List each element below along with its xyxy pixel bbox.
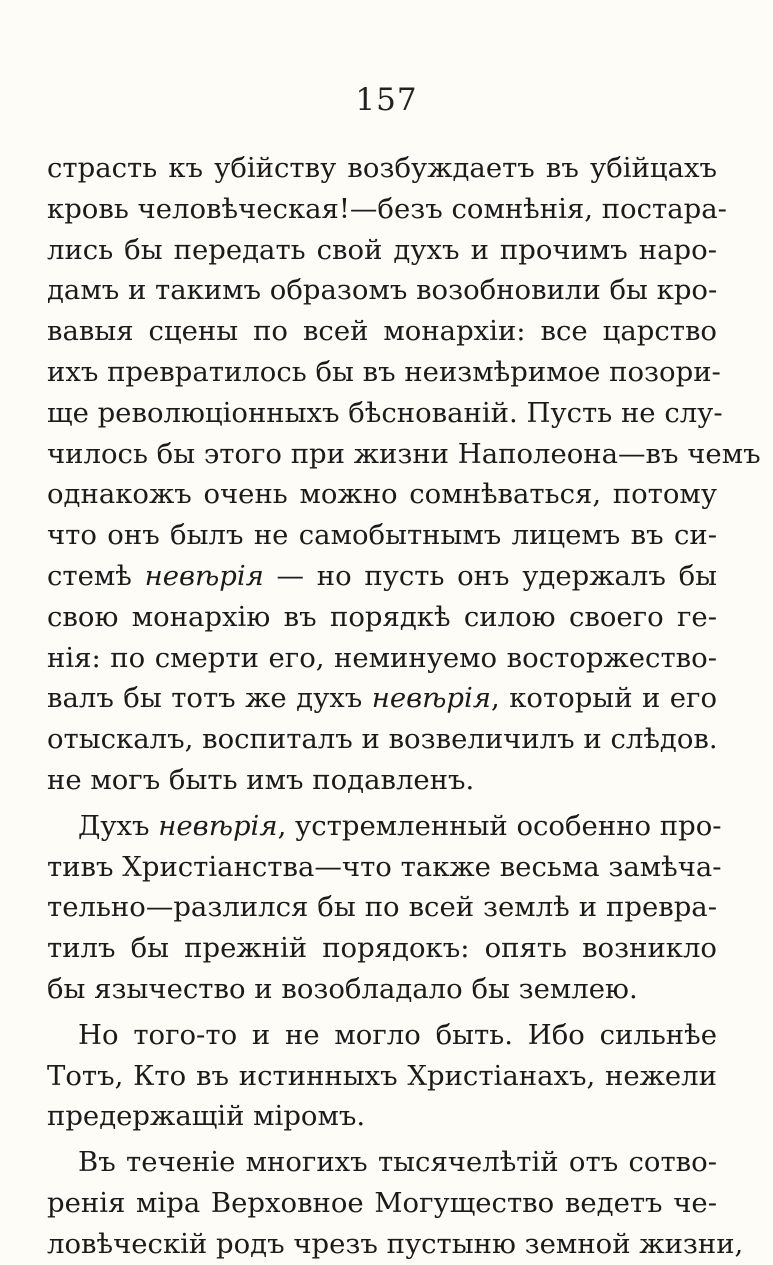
paragraph (47, 1015, 717, 1137)
text-line: дамъ и такимъ образомъ возобновили бы кро- (47, 274, 718, 307)
text-line: тилъ бы прежній порядокъ: опять возникло (47, 932, 717, 965)
text-segment: валъ бы тотъ же духъ (47, 682, 372, 715)
page-number: 157 (355, 82, 418, 118)
text-segment: Духъ (78, 809, 159, 842)
text-line: кровь человѣческая!—безъ сомнѣнія, постара- (47, 192, 727, 225)
text-line: Тотъ, Кто въ истинныхъ Христіанахъ, нежели (47, 1059, 717, 1092)
text-line: нія: по смерти его, неминуемо восторжество- (47, 641, 717, 674)
text-line: свою монархію въ порядкѣ силою своего ге- (47, 600, 717, 633)
text-segment: , устремленный особенно про- (277, 809, 722, 842)
text-line: предержащій міромъ. (47, 1100, 366, 1133)
text-line: отыскалъ, воспиталъ и возвеличилъ и слѣдов. (47, 723, 718, 756)
text-line: страсть къ убійству возбуждаетъ въ убійцахъ (47, 152, 717, 184)
text-line (47, 806, 722, 847)
text-line: что онъ былъ не самобытнымъ лицемъ въ си- (47, 519, 717, 552)
emphasized-word: невѣрія (144, 559, 264, 592)
paragraph (47, 1142, 744, 1264)
text-line: ще революціонныхъ бѣснованій. Пусть не слу- (47, 396, 723, 429)
emphasized-word: невѣрія (371, 682, 491, 715)
paragraph (47, 148, 761, 801)
body-text (47, 148, 761, 1265)
text-line (47, 678, 717, 719)
text-line: вавыя сцены по всей монархіи: все царство (47, 315, 717, 348)
text-segment: — но пусть онъ удержалъ бы (263, 559, 718, 592)
text-line: тивъ Христіанства—что также весьма замѣча- (47, 850, 722, 883)
text-line: Въ теченіе многихъ тысячелѣтій отъ сотво- (78, 1146, 717, 1179)
text-line: ихъ превратилось бы въ неизмѣримое позори- (47, 355, 721, 388)
text-line: чилось бы этого при жизни Наполеона—въ чемъ (47, 437, 761, 470)
emphasized-word: невѣрія (158, 809, 278, 842)
text-line: однакожъ очень можно сомнѣваться, потому (47, 478, 717, 511)
text-line: бы язычество и возобладало бы землею. (47, 972, 638, 1005)
text-line: ренія міра Верховное Могущество ведетъ че- (47, 1186, 717, 1219)
text-line: тельно—разлился бы по всей землѣ и превра- (47, 891, 717, 924)
text-segment: стемѣ (47, 559, 145, 592)
text-line: ловѣческій родъ чрезъ пустыню земной жизни, (47, 1227, 744, 1260)
text-line: Но того-то и не могло быть. Ибо сильнѣе (78, 1018, 717, 1051)
text-line: не могъ быть имъ подавленъ. (47, 763, 475, 796)
text-line (47, 556, 717, 597)
paragraph (47, 806, 722, 1010)
text-line: лись бы передать свой духъ и прочимъ наро- (47, 233, 717, 266)
text-segment: , который и его (491, 682, 717, 715)
